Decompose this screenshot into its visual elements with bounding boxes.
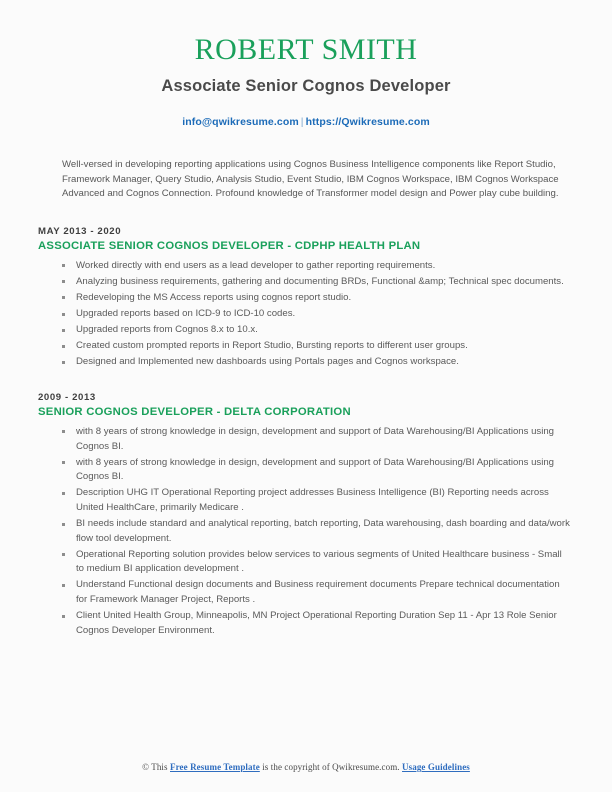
usage-guidelines-link[interactable]: Usage Guidelines: [402, 762, 470, 772]
experience-bullet-list: [38, 425, 570, 638]
list-item: Analyzing business requirements, gathering and documenting BRDs, Functional &amp; Technical spec documents.: [62, 275, 570, 290]
experience-role-company: SENIOR COGNOS DEVELOPER - DELTA CORPORATION: [38, 405, 351, 418]
list-item: with 8 years of strong knowledge in design, development and support of Data Warehousing/BI Applications using Cognos BI.: [62, 456, 570, 485]
website-link[interactable]: https://Qwikresume.com: [305, 116, 430, 128]
list-item: Client United Health Group, Minneapolis, MN Project Operational Reporting Duration Sep 11 - Apr 13 Role Senior Cognos Developer Environment.: [62, 609, 570, 638]
email-link[interactable]: info@qwikresume.com: [182, 116, 299, 128]
list-item: Description UHG IT Operational Reporting project addresses Business Intelligence (BI) Reporting needs across United HealthCare, primarily Medicare .: [62, 486, 570, 515]
candidate-name: ROBERT SMITH: [194, 33, 418, 66]
contact-line: [0, 116, 612, 128]
experience-entry-1: [38, 226, 570, 370]
list-item: Upgraded reports based on ICD-9 to ICD-10 codes.: [62, 307, 570, 322]
list-item: Operational Reporting solution provides below services to various segments of United Healthcare business - Small to medium BI application development .: [62, 548, 570, 577]
list-item: with 8 years of strong knowledge in design, development and support of Data Warehousing/BI Applications using Cognos BI.: [62, 425, 570, 454]
free-resume-template-link[interactable]: Free Resume Template: [170, 762, 260, 772]
experience-bullet-list: [38, 259, 570, 370]
list-item: Created custom prompted reports in Report Studio, Bursting reports to different user groups.: [62, 339, 570, 354]
experience-dates: 2009 - 2013: [38, 391, 96, 403]
experience-dates: MAY 2013 - 2020: [38, 225, 122, 237]
list-item: Upgraded reports from Cognos 8.x to 10.x.: [62, 323, 570, 338]
list-item: Understand Functional design documents and Business requirement documents Prepare technical documentation for Framework Manager Project, Reports .: [62, 578, 570, 607]
experience-role-company: ASSOCIATE SENIOR COGNOS DEVELOPER - CDPHP HEALTH PLAN: [38, 239, 421, 252]
list-item: Worked directly with end users as a lead developer to gather reporting requirements.: [62, 259, 570, 274]
list-item: Designed and Implemented new dashboards using Portals pages and Cognos workspace.: [62, 355, 570, 370]
footer-prefix: © This: [142, 762, 168, 772]
list-item: BI needs include standard and analytical reporting, batch reporting, Data warehousing, dash boarding and data/work flow tool development.: [62, 517, 570, 546]
footer-middle: is the copyright of Qwikresume.com.: [262, 762, 400, 772]
candidate-job-title: Associate Senior Cognos Developer: [161, 77, 451, 95]
resume-header: [0, 0, 612, 128]
experience-entry-2: [38, 392, 570, 638]
list-item: Redeveloping the MS Access reports using cognos report studio.: [62, 291, 570, 306]
page-footer: [0, 762, 612, 772]
contact-separator: |: [300, 116, 304, 128]
professional-summary: Well-versed in developing reporting applications using Cognos Business Intelligence components like Report Studio, Framework Manager, Query Studio, Analysis Studio, Event Studio, IBM Cognos Workspace, IBM Cognos Workspace Advanced and Cognos Connection. Profound knowledge of Transformer model design and Power play cube building.: [62, 159, 559, 200]
